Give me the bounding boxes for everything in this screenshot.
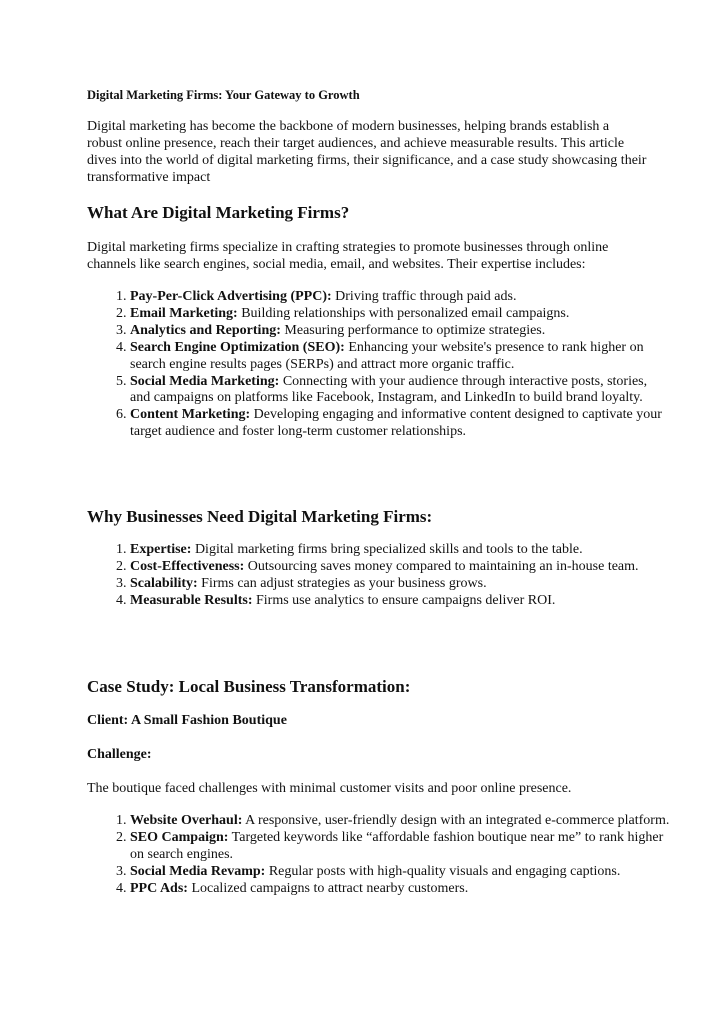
list-item-text: Outsourcing saves money compared to maintaining an in-house team.	[244, 558, 639, 574]
list-item-term: PPC Ads:	[130, 880, 188, 896]
list-item-term: Email Marketing:	[130, 305, 238, 321]
section-heading-case-study: Case Study: Local Business Transformation:	[87, 677, 411, 696]
list-item-term: Social Media Marketing:	[130, 373, 280, 389]
list-item-term: Social Media Revamp:	[130, 863, 266, 879]
list-item-text: Firms use analytics to ensure campaigns deliver ROI.	[252, 592, 556, 608]
list-item-text: Localized campaigns to attract nearby customers.	[187, 880, 469, 896]
list-item-term: Analytics and Reporting:	[130, 322, 281, 338]
list-item-text: Digital marketing firms bring specialized skills and tools to the table.	[191, 542, 583, 557]
solutions-list	[87, 813, 670, 898]
list-item	[130, 559, 670, 576]
intro-paragraph: Digital marketing has become the backbone of modern businesses, helping brands establish a robust online presence, reach their target audiences, and achieve measurable results. This article dives into the world of digital marketing firms, their significance, and a case study showcasing their transformative impact	[87, 119, 647, 185]
challenge-label: Challenge:	[87, 747, 152, 762]
list-item	[130, 374, 670, 408]
list-item	[130, 593, 670, 610]
list-item-term: Measurable Results:	[130, 592, 253, 608]
list-item	[130, 576, 670, 593]
list-item-text: Developing engaging and informative content designed to captivate your target audience and foster long-term customer relationships.	[130, 407, 662, 440]
list-item	[130, 881, 670, 898]
client-label: Client: A Small Fashion Boutique	[87, 713, 287, 728]
list-item-text: Regular posts with high-quality visuals and engaging captions.	[265, 863, 621, 879]
reasons-list	[87, 542, 670, 610]
section-heading-what-are: What Are Digital Marketing Firms?	[87, 203, 350, 222]
list-item-text: Connecting with your audience through interactive posts, stories, and campaigns on platforms like Facebook, Instagram, and LinkedIn to build brand loyalty.	[130, 373, 648, 406]
list-item-term: Cost-Effectiveness:	[130, 558, 245, 574]
list-item	[130, 830, 670, 864]
section-heading-why-businesses: Why Businesses Need Digital Marketing Firms:	[87, 507, 433, 526]
list-item-term: Expertise:	[130, 542, 192, 557]
document-title: Digital Marketing Firms: Your Gateway to Growth	[87, 88, 360, 102]
list-item-term: SEO Campaign:	[130, 829, 229, 845]
list-item-term: Search Engine Optimization (SEO):	[130, 339, 345, 355]
list-item-term: Scalability:	[130, 575, 198, 591]
list-item	[130, 306, 670, 323]
challenge-paragraph: The boutique faced challenges with minimal customer visits and poor online presence.	[87, 781, 572, 796]
list-item	[130, 407, 670, 441]
list-item-text: Driving traffic through paid ads.	[331, 289, 517, 304]
list-item	[130, 813, 670, 830]
list-item	[130, 542, 670, 559]
list-item-text: Building relationships with personalized email campaigns.	[237, 305, 570, 321]
expertise-list	[87, 289, 670, 441]
list-item	[130, 864, 670, 881]
list-item	[130, 340, 670, 374]
list-item	[130, 289, 670, 306]
list-item-term: Website Overhaul:	[130, 813, 243, 828]
list-item-text: Enhancing your website's presence to rank higher on search engine results pages (SERPs) and attract more organic traffic.	[130, 339, 644, 372]
section1-paragraph: Digital marketing firms specialize in crafting strategies to promote businesses through online channels like search engines, social media, email, and websites. Their expertise includes:	[87, 240, 609, 272]
list-item-text: A responsive, user-friendly design with an integrated e-commerce platform.	[242, 813, 670, 828]
list-item-term: Content Marketing:	[130, 407, 251, 423]
list-item-text: Measuring performance to optimize strategies.	[280, 322, 546, 338]
list-item-text: Firms can adjust strategies as your business grows.	[197, 575, 487, 591]
list-item-term: Pay-Per-Click Advertising (PPC):	[130, 289, 332, 304]
list-item-text: Targeted keywords like “affordable fashion boutique near me” to rank higher on search engines.	[130, 829, 664, 862]
list-item	[130, 323, 670, 340]
